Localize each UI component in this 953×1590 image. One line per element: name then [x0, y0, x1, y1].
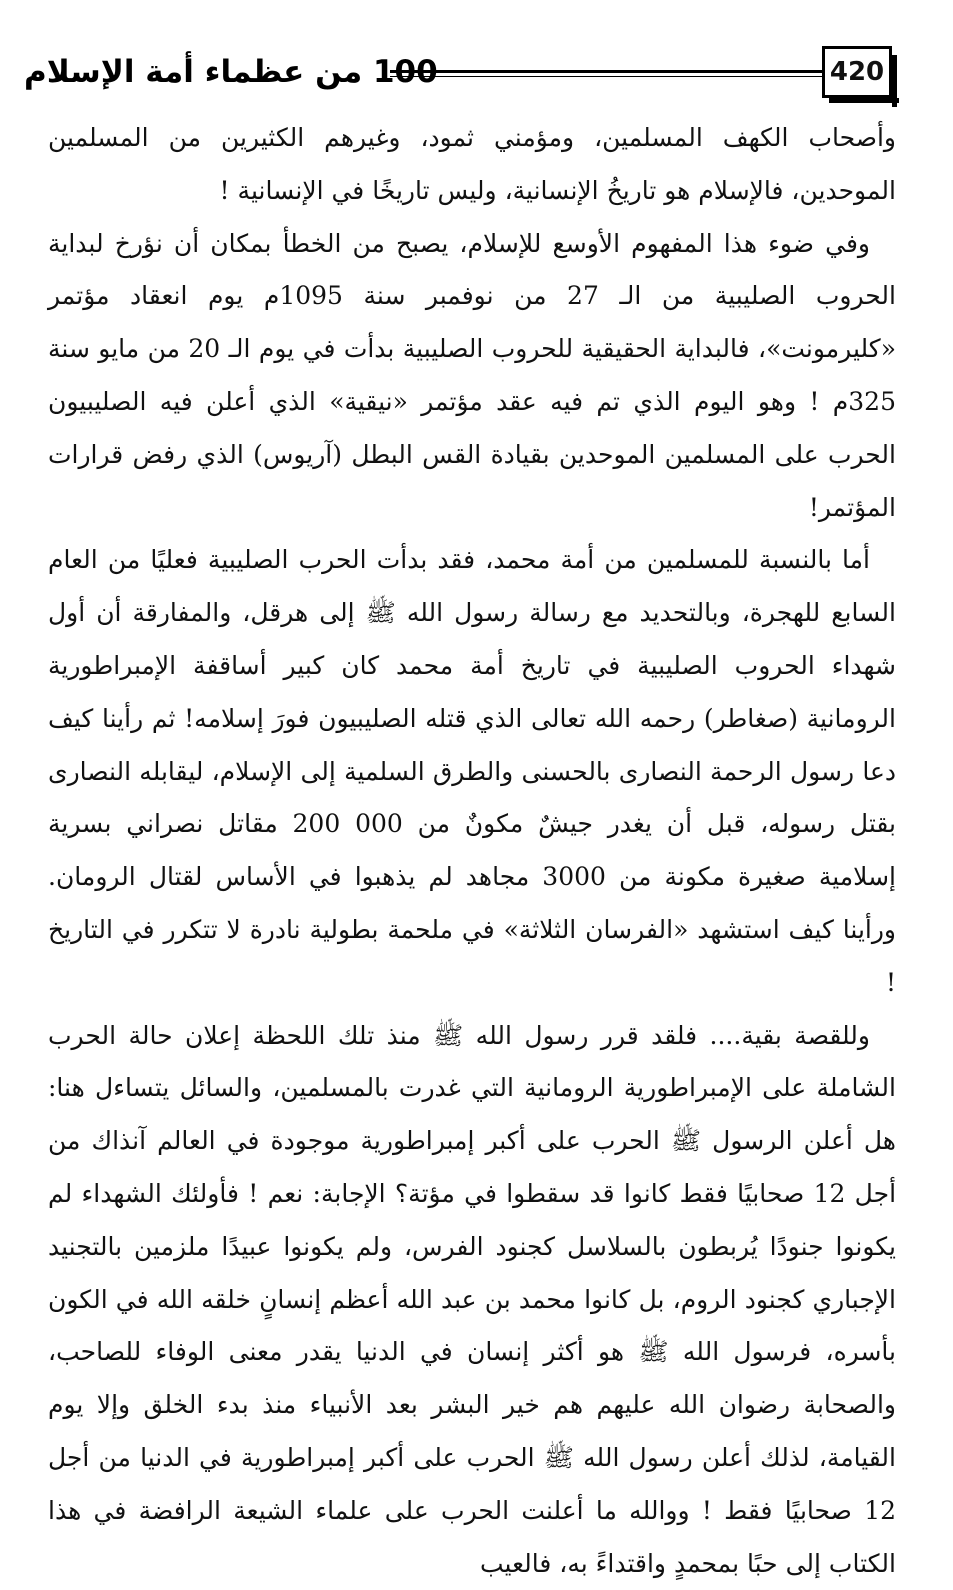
book-title: 100 من عظماء أمة الإسلام: [24, 54, 438, 90]
page-number: 420: [822, 46, 892, 98]
page-body: [48, 112, 897, 1578]
paragraph: وفي ضوء هذا المفهوم الأوسع للإسلام، يصبح من الخطأ بمكان أن نؤرخ لبداية الحروب الصليبية من الـ 27 من نوفمبر سنة 1095م يوم انعقاد مؤتمر «كليرمونت»، فالبداية الحقيقية للحروب الصليبية بدأت في يوم الـ 20 من مايو سنة 325م ! وهو اليوم الذي تم فيه عقد مؤتمر «نيقية» الذي أعلن فيه الصليبيون الحرب على المسلمين الموحدين بقيادة القس البطل (آريوس) الذي رفض قرارات المؤتمر!: [48, 228, 896, 522]
paragraph: وللقصة بقية.... فلقد قرر رسول الله ﷺ منذ تلك اللحظة إعلان حالة الحرب الشاملة على الإمبراطورية الرومانية التي غدرت بالمسلمين، والسائل يتساءل هنا: هل أعلن الرسول ﷺ الحرب على أكبر إمبراطورية موجودة في العالم آنذاك من أجل 12 صحابيًا فقط كانوا قد سقطوا في مؤتة؟ الإجابة: نعم ! فأولئك الشهداء لم يكونوا جنودًا يُربطون بالسلاسل كجنود الفرس، ولم يكونوا عبيدًا ملزمين بالتجنيد الإجباري كجنود الروم، بل كانوا محمد بن عبد الله أعظم إنسانٍ خلقه الله في الكون بأسره، فرسول الله ﷺ هو أكثر إنسان في الدنيا يقدر معنى الوفاء للصاحب، والصحابة رضوان الله عليهم هم خير البشر بعد الأنبياء منذ بدء الخلق وإلا يوم القيامة، لذلك أعلن رسول الله ﷺ الحرب على أكبر إمبراطورية في الدنيا من أجل 12 صحابيًا فقط ! ووالله ما أعلنت الحرب على علماء الشيعة الرافضة في هذا الكتاب إلى حبًا بمحمدٍ واقتداءً به، فالعيب: [48, 1020, 897, 1578]
page-header: [24, 46, 892, 108]
paragraph: أما بالنسبة للمسلمين من أمة محمد، فقد بدأت الحرب الصليبية فعليًا من العام السابع للهجرة، وبالتحديد مع رسالة رسول الله ﷺ إلى هرقل، والمفارقة أن أول شهداء الحروب الصليبية في تاريخ أمة محمد كان كبير أساقفة الإمبراطورية الرومانية (صغاطر) رحمه الله تعالى الذي قتله الصليبيون فورَ إسلامه! ثم رأينا كيف دعا رسول الرحمة النصارى بالحسنى والطرق السلمية إلى الإسلام، ليقابله النصارى بقتل رسوله، قبل أن يغدر جيشٌ مكونٌ من 000 200 مقاتل نصراني بسرية إسلامية صغيرة مكونة من 3000 مجاهد لم يذهبوا في الأساس لقتال الرومان. ورأينا كيف استشهد «الفرسان الثلاثة» في ملحمة بطولية نادرة لا تتكرر في التاريخ !: [48, 545, 896, 997]
header-divider: [390, 70, 834, 77]
paragraph: وأصحاب الكهف المسلمين، ومؤمني ثمود، وغيرهم الكثيرين من المسلمين الموحدين، فالإسلام هو تاريخُ الإنسانية، وليس تاريخًا في الإنسانية !: [48, 123, 896, 205]
